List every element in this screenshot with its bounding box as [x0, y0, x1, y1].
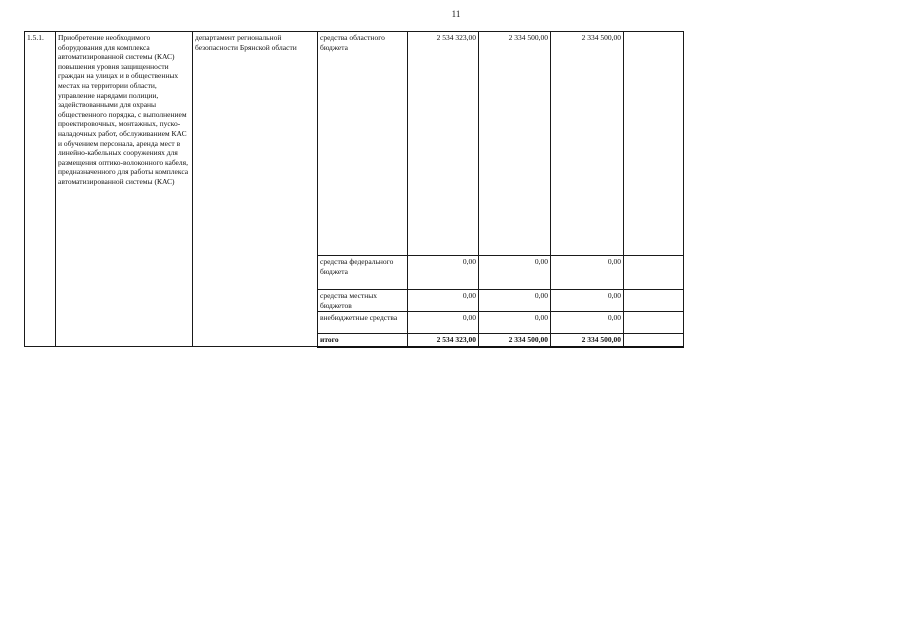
- amount-year1-cell: 2 534 323,00: [408, 32, 479, 256]
- extra-column-cell: [624, 334, 684, 347]
- funding-source-cell: внебюджетные средства: [318, 312, 408, 334]
- total-year3-cell: 2 334 500,00: [551, 334, 624, 347]
- amount-year3-cell: 0,00: [551, 290, 624, 312]
- funding-source-cell: средства местных бюджетов: [318, 290, 408, 312]
- activity-description-cell: Приобретение необходимого оборудования для комплекса автоматизированной системы (КАС) повышения уровня защищенности граждан на улицах и в общественных местах на территории области, управление нарядами полиции, задействованными для охраны общественного порядка, с выполнением проектировочных, монтажных, пуско-наладочных работ, обслуживанием КАС и обучением персонала, аренда мест в линейно-кабельных сооружениях для размещения оптико-волоконного кабеля, предназначенного для работы комплекса автоматизированной системы (КАС): [56, 32, 193, 347]
- amount-year1-cell: 0,00: [408, 256, 479, 290]
- amount-year2-cell: 0,00: [479, 290, 551, 312]
- extra-column-cell: [624, 290, 684, 312]
- funding-source-cell: средства федерального бюджета: [318, 256, 408, 290]
- amount-year1-cell: 0,00: [408, 312, 479, 334]
- amount-year1-cell: 0,00: [408, 290, 479, 312]
- total-label-cell: итого: [318, 334, 408, 347]
- amount-year2-cell: 0,00: [479, 312, 551, 334]
- executor-cell: департамент региональной безопасности Брянской области: [193, 32, 318, 347]
- amount-year2-cell: 0,00: [479, 256, 551, 290]
- extra-column-cell: [624, 312, 684, 334]
- item-number-cell: 1.5.1.: [25, 32, 56, 347]
- total-year1-cell: 2 534 323,00: [408, 334, 479, 347]
- total-year2-cell: 2 334 500,00: [479, 334, 551, 347]
- extra-column-cell: [624, 256, 684, 290]
- table-row: [25, 32, 684, 256]
- extra-column-cell: [624, 32, 684, 256]
- amount-year3-cell: 2 334 500,00: [551, 32, 624, 256]
- amount-year3-cell: 0,00: [551, 312, 624, 334]
- budget-table: [24, 31, 684, 348]
- funding-source-cell: средства областного бюджета: [318, 32, 408, 256]
- page-number: 11: [451, 9, 461, 19]
- amount-year2-cell: 2 334 500,00: [479, 32, 551, 256]
- amount-year3-cell: 0,00: [551, 256, 624, 290]
